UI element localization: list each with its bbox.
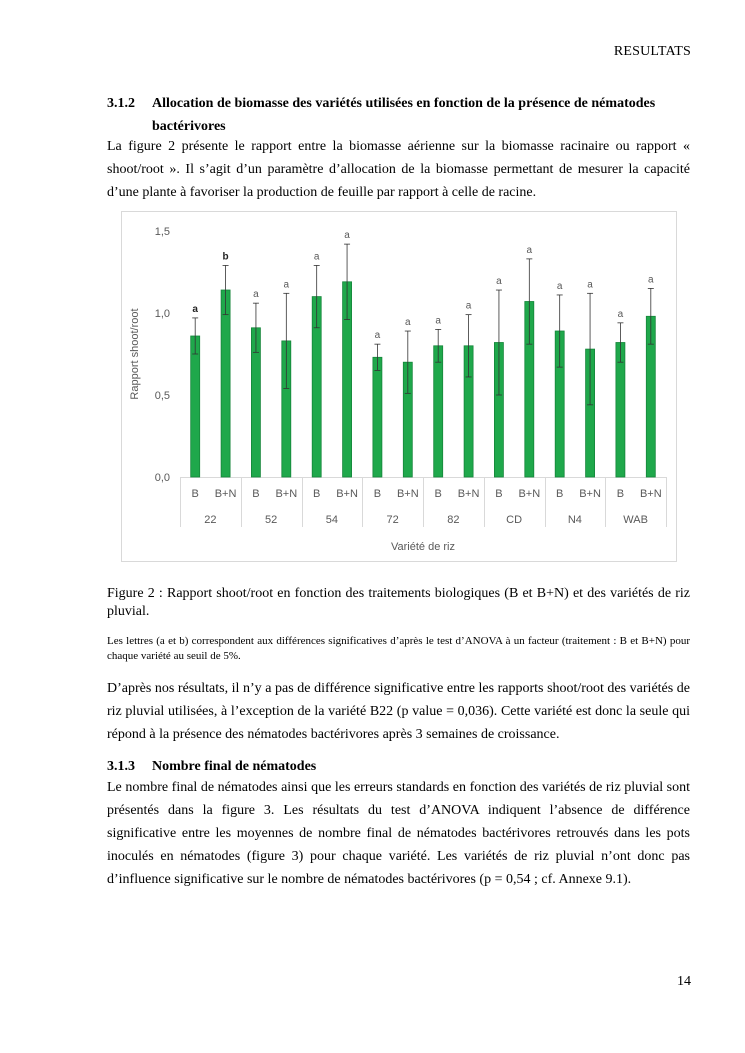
group-label: 54 [325,514,338,526]
y-axis-label: Rapport shoot/root [129,308,141,400]
x-tick-label: B+N [518,488,541,500]
significance-letter: a [465,300,472,312]
intro-paragraph: La figure 2 présente le rapport entre la biomasse aérienne sur la biomasse racinaire ou rapport « shoot/root ». Il s’agit d’un paramètre d’allocation de la biomasse permettant de mesurer la capacité d’une plante à favoriser la production de feuille par rapport à celle de racine. [107,139,690,200]
section-title-line2: bactérivores [152,119,226,134]
x-tick-label: B [495,488,503,500]
figure-note: Les lettres (a et b) correspondent aux différences significatives d’après le test d’ANOVA à un facteur (traitement : B et B+N) pour chaque variété au seuil de 5%. [107,635,690,662]
x-tick-label: B+N [275,488,298,500]
x-tick-label: B [191,488,199,500]
x-tick-label: B+N [457,488,480,500]
shoot-root-bar-chart [122,212,676,561]
running-head: RESULTATS [613,44,691,59]
y-tick-label: 0,0 [154,472,170,484]
page-number: 14 [677,974,691,989]
significance-letter: a [344,230,350,242]
significance-letter: a [435,315,441,327]
x-tick-label: B [556,488,564,500]
section-number: 3.1.3 [107,759,135,774]
section-heading-3-1-2 [107,92,690,138]
significance-letter: a [587,279,593,291]
group-label: N4 [567,514,582,526]
x-tick-label: B [313,488,321,500]
x-tick-label: B+N [336,488,358,500]
results-paragraph: D’après nos résultats, il n’y a pas de différence significative entre les rapports shoot/root des variétés de riz pluvial utilisées, à l’exception de la variété B22 (p value = 0,036). Cette variété est donc la seule qui répond à la présence des nématodes bactérivores après 3 semaines de croissance. [107,681,690,742]
significance-letter: a [617,308,624,320]
section-title: Nombre final de nématodes [152,759,317,774]
x-tick-label: B [616,488,625,500]
significance-letter: a [648,274,654,286]
x-tick-label: B [373,488,382,500]
bar-22-B+N [221,290,230,477]
group-label: 72 [386,514,399,526]
significance-letter: a [556,280,563,292]
x-tick-label: B+N [396,488,419,500]
y-tick-label: 1,5 [154,226,170,238]
significance-letter: a [283,279,290,291]
y-tick-label: 1,0 [154,308,170,320]
group-label: WAB [623,514,648,526]
significance-letter: a [405,317,411,329]
group-label: 22 [204,514,217,526]
significance-letter: a [496,276,502,288]
x-tick-label: B+N [214,488,237,500]
significance-letter: b [222,251,229,263]
bar-82-B [434,346,443,477]
chart-frame [121,211,677,562]
x-tick-label: B+N [639,488,662,500]
section-number: 3.1.2 [107,96,135,111]
group-label: 52 [265,514,278,526]
bar-WAB-B [616,343,625,478]
x-axis-label: Variété de riz [391,541,455,553]
significance-letter: a [526,244,533,256]
significance-letter: a [374,330,381,342]
bar-22-B [191,336,200,477]
y-tick-label: 0,5 [154,390,170,402]
nematodes-paragraph: Le nombre final de nématodes ainsi que les erreurs standards en fonction des variétés de riz pluvial sont présentés dans la figure 3. Les résultats du test d’ANOVA indiquent l’absence de différence significative entre les moyennes de nombre final de nématodes bactérivores retrouvés dans les pots inoculés en nématodes (figure 3) pour chaque variété. Les variétés de riz pluvial n’ont donc pas d’influence significative sur le nombre de nématodes bactérivores (p = 0,54 ; cf. Annexe 9.1). [107,780,690,887]
section-heading-3-1-3 [107,755,690,778]
x-tick-label: B [252,488,260,500]
significance-letter: a [313,251,320,263]
bars-layer [191,244,656,477]
x-tick-label: B+N [579,488,601,500]
group-label: 82 [447,514,460,526]
x-tick-label: B [434,488,442,500]
group-label: CD [506,514,523,526]
significance-letter: a [253,289,259,301]
section-title-line1: Allocation de biomasse des variétés utilisées en fonction de la présence de nématodes [152,96,656,111]
bar-72-B [373,357,382,477]
significance-letter: a [192,303,198,315]
figure-caption: Figure 2 : Rapport shoot/root en fonction des traitements biologiques (B et B+N) et des variétés de riz pluvial. [107,586,690,619]
